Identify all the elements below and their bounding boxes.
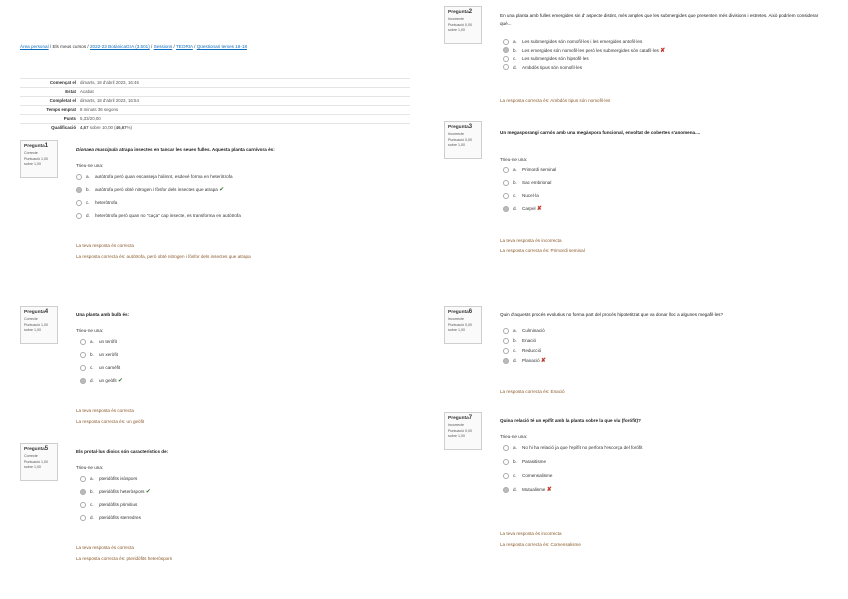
question-info-box [20,140,58,178]
grade-score: 4,67 [80,125,89,131]
option-letter: b. [90,352,94,357]
option-text: un terófit [99,339,117,344]
summary-key: Qualificació [20,124,78,133]
option-letter: c. [90,365,94,370]
option-letter: a. [90,476,94,481]
summary-row [20,124,410,133]
option-letter: b. [513,47,517,53]
summary-value: dimarts, 18 d'abril 2023, 16:46 [78,79,410,88]
radio-button[interactable] [503,459,509,465]
feedback-correct-answer: La resposta correcta és: autòtrofa, però obté nitrogen i fòsfor dels insectes que atrapa [76,254,251,259]
breadcrumb-link[interactable]: Qüestionari temes 16-18 [196,44,248,49]
cross-icon: ✘ [540,358,546,364]
question-number [24,143,54,149]
summary-row [20,115,410,124]
summary-row [20,106,410,115]
question-points: Puntuació 0,00 [448,429,472,433]
question-text-body: Una planta amb bulb és: [76,312,130,317]
answer-option[interactable] [503,485,552,495]
question-max-points: sobre 1,00 [448,28,465,32]
option-text: pteridòfits primitius [99,502,138,507]
radio-button[interactable] [503,47,509,53]
option-letter: a. [513,445,517,450]
option-letter: b. [513,459,517,464]
grade-percent: 46,67 [115,125,127,131]
radio-button[interactable] [503,180,509,186]
answer-prompt: Trieu-ne una: [76,163,104,168]
answer-option[interactable] [503,326,545,336]
option-text: Planació [522,358,540,363]
option-text: heteròtrofa [95,200,118,205]
option-letter: c. [513,348,517,353]
question-text [76,146,416,154]
breadcrumb-separator: / [172,44,176,49]
radio-button[interactable] [503,328,509,334]
radio-button[interactable] [80,339,86,345]
question-status: Correcte [24,151,38,155]
question-text [500,417,820,425]
question-text [76,448,396,456]
question-text-body: Quina relació té un epífit amb la planta sobre la que viu (forófit)? [500,418,641,423]
question-info-box [20,306,58,344]
option-letter: b. [513,338,517,343]
question-number [448,124,478,130]
question-num-value: 6 [468,309,473,315]
question-status: Incorrecte [448,317,464,321]
radio-button[interactable] [503,487,509,493]
answer-option[interactable] [80,337,117,347]
breadcrumb-separator: / [149,44,154,49]
question-label: Pregunta [448,125,469,130]
answer-prompt: Trieu-ne una: [76,465,104,470]
question-label: Pregunta [24,447,45,452]
question-text [500,12,820,28]
option-letter: b. [513,180,517,185]
option-text: pteridòfits isòspors [99,476,138,481]
option-letter: c. [513,193,517,198]
answer-option[interactable] [80,487,151,497]
option-text: Nucel·la [522,193,539,198]
option-text: autòtrofa però quan escasseja l'alimnt, esdevé forma en heteròtrofa [95,174,233,179]
answer-option[interactable] [76,198,117,208]
check-icon: ✔ [117,378,123,384]
question-num-value: 3 [468,124,473,130]
radio-button[interactable] [76,187,82,193]
question-points: Puntuació 0,00 [448,23,472,27]
option-text: Les emergides són nomofil·les però les submergides són catafil·les [522,47,659,53]
radio-button[interactable] [80,515,86,521]
question-number [24,446,54,452]
question-info-box [444,6,482,44]
feedback-correct-answer: La resposta correcta és: pteridòfits heteròspors [76,556,173,561]
check-icon: ✔ [145,489,151,495]
question-max-points: sobre 1,00 [448,143,465,147]
radio-button[interactable] [76,174,82,180]
grade-value [78,124,410,133]
question-max-points: sobre 1,00 [24,465,41,469]
question-info-box [444,121,482,159]
summary-row [20,97,410,106]
grade-text: sobre 10,00 ( [88,125,116,131]
radio-button[interactable] [503,348,509,354]
option-letter: d. [513,358,517,363]
option-text: Ambdós tipus són nomofil·les [522,64,583,70]
answer-prompt: Trieu-ne una: [500,434,528,439]
answer-prompt: Trieu-ne una: [76,328,104,333]
question-number [448,415,478,421]
summary-key: Estat [20,88,78,97]
answer-option[interactable] [503,165,556,175]
option-letter: a. [513,167,517,172]
summary-value: 5,33/20,00 [78,115,410,124]
answer-option[interactable] [503,178,551,188]
question-label: Pregunta [448,310,469,315]
feedback-result: La teva resposta és correcta [76,408,134,413]
feedback-correct-answer: La resposta correcta és: Enació [500,389,565,394]
radio-button[interactable] [80,489,86,495]
breadcrumb-link[interactable]: Àrea personal [20,44,49,49]
answer-option[interactable] [503,191,539,201]
question-points: Puntuació 1,00 [24,323,48,327]
feedback-result: La teva resposta és incorrecta [500,238,562,243]
radio-button[interactable] [503,473,509,479]
feedback-correct-answer: La resposta correcta és: Primordi seminal [500,248,585,253]
summary-row [20,88,410,97]
summary-key: Completat el [20,97,78,106]
radio-button[interactable] [80,352,86,358]
question-status: Incorrecte [448,132,464,136]
option-text: Enació [522,338,537,343]
answer-option[interactable] [76,211,241,221]
question-text [76,311,396,319]
option-text: Les submergides són hipsofil·les [522,56,589,61]
option-letter: c. [86,200,90,205]
option-text: un xeròfit [99,352,118,357]
answer-option[interactable] [80,500,137,510]
feedback-result: La teva resposta és incorrecta [500,531,562,536]
question-points: Puntuació 1,00 [24,157,48,161]
question-info-box [20,443,58,481]
option-text: No hi ha relació ja que l'epífit no perfora l'escorça del forófit [522,445,643,450]
question-label: Pregunta [448,10,469,15]
question-num-value: 5 [44,446,49,452]
question-num-value: 7 [468,415,473,421]
option-letter: b. [86,187,90,192]
answer-prompt: Trieu-ne una: [500,157,528,162]
question-max-points: sobre 1,00 [448,434,465,438]
question-text-body: Els protal·lus dioics són característics de: [76,449,169,454]
summary-value: Acabat [78,88,410,97]
option-text: heteròtrofa però quan no "caça" cap insecte, es transforma en autòtrofa [95,213,241,218]
radio-button[interactable] [80,378,86,384]
radio-button[interactable] [503,358,509,364]
answer-option[interactable] [80,474,137,484]
option-text: Carpel [522,206,536,211]
option-text: autòtrofa però obté nitrogen i fòsfor dels insectes que atrapa [95,187,218,192]
question-points: Puntuació 1,00 [24,460,48,464]
grade-text-end: %) [126,125,133,131]
cross-icon: ✘ [660,47,666,54]
attempt-summary-table [20,78,410,133]
radio-button[interactable] [503,206,509,212]
option-text: un geòfit [99,378,117,383]
breadcrumb [20,44,247,49]
question-status: Incorrecte [448,17,464,21]
radio-button[interactable] [503,193,509,199]
feedback-correct-answer: La resposta correcta és: Ambdós tipus són nomofil·les [500,98,611,103]
option-letter: d. [86,213,90,218]
option-letter: d. [90,378,94,383]
option-letter: c. [513,473,517,478]
radio-button[interactable] [503,56,509,62]
question-text-body: En una planta amb fulles emergides sin d' aspecte distint, més amples que les submergides que presenten més divisions i estretes. Això podríem considerar què... [500,13,819,26]
radio-button[interactable] [76,213,82,219]
option-letter: a. [513,328,517,333]
option-text: Culminació [522,328,545,333]
answer-option[interactable] [503,471,552,481]
answer-option[interactable] [80,363,120,373]
summary-value: 8 minuts 36 segons [78,106,410,115]
answer-option[interactable] [503,457,546,467]
cross-icon: ✘ [536,206,542,212]
option-text: Comensalisme [522,473,553,478]
question-points: Puntuació 0,00 [448,138,472,142]
answer-option[interactable] [503,204,542,214]
option-letter: d. [513,487,517,492]
answer-option[interactable] [80,513,141,523]
breadcrumb-link[interactable]: TEORIA [176,44,193,49]
option-letter: c. [90,502,94,507]
answer-option[interactable] [503,356,546,366]
answer-option[interactable] [503,336,536,346]
question-label: Pregunta [24,144,45,149]
breadcrumb-item[interactable]: Els meus cursos [52,44,87,49]
question-max-points: sobre 1,00 [24,162,41,166]
radio-button[interactable] [80,502,86,508]
question-num-value: 1 [44,143,49,149]
option-letter: c. [513,56,517,61]
question-status: Incorrecte [448,423,464,427]
summary-key: Punts [20,115,78,124]
breadcrumb-separator: / [48,44,53,49]
radio-button[interactable] [503,167,509,173]
cross-icon: ✘ [546,487,552,493]
summary-key: Començat el [20,79,78,88]
feedback-correct-answer: La resposta correcta és: un geòfit [76,419,145,424]
question-text [500,129,820,137]
summary-row [20,79,410,88]
question-number [448,9,478,15]
option-text: Parasitisme [522,459,546,464]
option-text: un camèfit [99,365,121,370]
option-text: Mutualisme [522,487,546,492]
question-number [24,309,54,315]
question-points: Puntuació 0,00 [448,323,472,327]
option-text: Sac embrional [522,180,552,185]
option-text: pteridòfits sterredres [99,515,141,520]
answer-option[interactable] [503,63,582,73]
option-text: Reducció [522,348,542,353]
answer-option[interactable] [76,172,233,182]
radio-button[interactable] [80,476,86,482]
question-status: Correcte [24,454,38,458]
question-label: Pregunta [24,310,45,315]
question-label: Pregunta [448,416,469,421]
question-num-value: 4 [44,309,49,315]
question-max-points: sobre 1,00 [24,328,41,332]
radio-button[interactable] [80,365,86,371]
breadcrumb-separator: / [192,44,197,49]
question-text-italic: Dionaea muscipula [76,147,118,152]
question-status: Correcte [24,317,38,321]
breadcrumb-link[interactable]: Sessions [153,44,173,49]
question-text-body: atrapa insectes en tancar les seues fulles. Aquesta planta carnívora és: [117,147,275,152]
question-max-points: sobre 1,00 [448,328,465,332]
summary-value: dimarts, 18 d'abril 2023, 16:54 [78,97,410,106]
option-text: Primordi seminal [522,167,557,172]
question-text-body: Un megasporangi carnós amb una megàspora funcional, envoltat de cobertes s'anomena.... [500,130,701,135]
radio-button[interactable] [503,64,509,70]
check-icon: ✔ [219,187,225,193]
answer-option[interactable] [503,346,541,356]
question-num-value: 2 [468,9,473,15]
option-letter: a. [86,174,90,179]
feedback-result: La teva resposta és correcta [76,545,134,550]
option-letter: d. [90,515,94,520]
feedback-correct-answer: La resposta correcta és: Comensalisme [500,542,581,547]
question-info-box [444,306,482,344]
option-text: pteridòfits heteròspors [99,489,145,494]
option-letter: d. [513,64,517,70]
radio-button[interactable] [503,445,509,451]
option-text: Les submergides són nomofil·les i les emergides antofil·les [522,39,643,44]
radio-button[interactable] [503,338,509,344]
breadcrumb-link[interactable]: 2022-23 BotànicaGrA (3.501) [90,44,150,49]
answer-option[interactable] [80,376,123,386]
summary-key: Temps emprat [20,106,78,115]
option-letter: a. [513,39,517,44]
answer-option[interactable] [80,350,118,360]
answer-option[interactable] [76,185,224,195]
option-letter: b. [90,489,94,494]
option-letter: d. [513,206,517,211]
radio-button[interactable] [76,200,82,206]
question-number [448,309,478,315]
option-letter: a. [90,339,94,344]
feedback-result: La teva resposta és correcta [76,243,134,248]
breadcrumb-separator: / [86,44,90,49]
question-text [500,311,820,319]
radio-button[interactable] [503,39,509,45]
answer-option[interactable] [503,443,643,453]
question-text-body: Quin d'aquests procés evolutius no forma part del procés hipotetitzat que va donar lloc a algunes megafil·les? [500,312,724,317]
question-info-box [444,412,482,450]
